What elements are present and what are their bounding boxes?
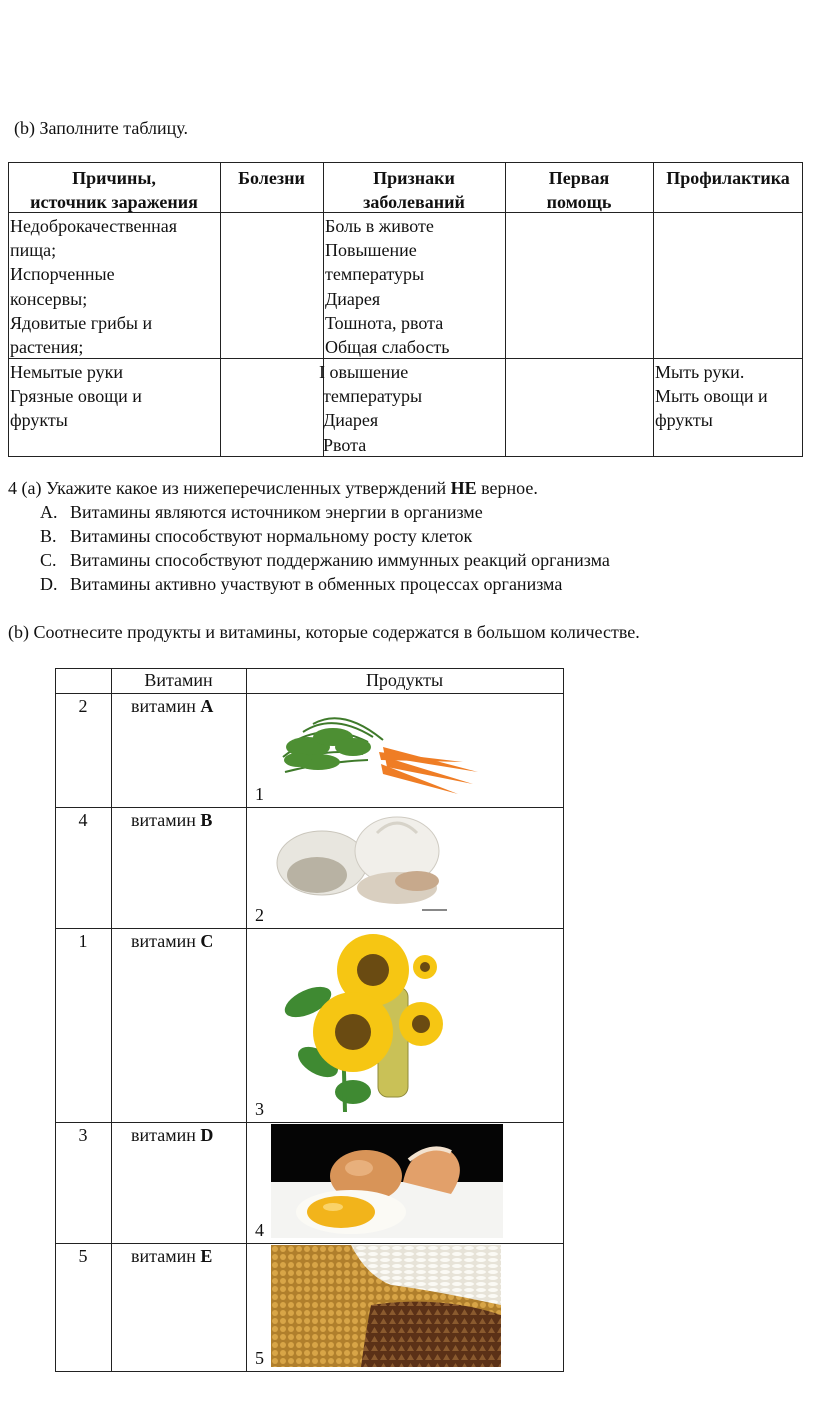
answer-cell: 3 — [78, 1125, 88, 1145]
product-index: 5 — [255, 1348, 264, 1368]
vitamin-label: витамин C — [131, 931, 214, 951]
product-index: 4 — [255, 1220, 264, 1240]
egg-icon — [271, 1124, 503, 1238]
vitamin-label: витамин A — [131, 696, 214, 716]
option-b: B. Витамины способствуют нормальному росту клеток — [40, 526, 473, 546]
question-3b-label: (b) Заполните таблицу. — [14, 118, 188, 138]
vitamin-label: витамин E — [131, 1246, 213, 1266]
option-d: D. Витамины активно участвуют в обменных процессах организма — [40, 574, 563, 594]
row2-causes: Немытые руки Грязные овощи и фрукты — [10, 362, 142, 431]
row1-signs: Боль в животе Повышение температуры Диарея Тошнота, рвота Общая слабость — [325, 216, 450, 358]
product-index: 1 — [255, 784, 264, 804]
header-diseases: Болезни — [238, 168, 305, 188]
vitamin-label: витамин B — [131, 810, 213, 830]
garlic-icon — [267, 813, 457, 913]
product-index: 3 — [255, 1099, 264, 1119]
vitamin-table — [55, 668, 564, 1372]
row2-signs: I овышение температуры Диарея Рвота — [319, 362, 423, 455]
header-causes: Причины, источник заражения — [30, 168, 198, 212]
sunflower-oil-icon — [283, 932, 443, 1117]
header-prevention: Профилактика — [666, 168, 790, 188]
header-first-aid: Первая помощь — [546, 168, 612, 212]
answer-cell: 5 — [78, 1246, 88, 1266]
product-index: 2 — [255, 905, 264, 925]
header-vitamin: Витамин — [144, 670, 213, 690]
vitamin-label: витамин D — [131, 1125, 214, 1145]
row2-prevention: Мыть руки. Мыть овощи и фрукты — [655, 362, 768, 431]
question-4a-label: 4 (a) Укажите какое из нижеперечисленных утверждений НЕ верное. — [8, 478, 538, 498]
grains-icon — [271, 1245, 501, 1367]
question-4b-label: (b) Соотнесите продукты и витамины, которые содержатся в большом количестве. — [8, 622, 640, 642]
answer-cell: 4 — [78, 810, 88, 830]
header-products: Продукты — [365, 670, 444, 690]
carrot-icon — [273, 702, 493, 802]
disease-table — [8, 162, 803, 457]
option-a: A. Витамины являются источником энергии в организме — [40, 502, 483, 522]
option-c: C. Витамины способствуют поддержанию иммунных реакций организма — [40, 550, 610, 570]
answer-cell: 2 — [78, 696, 88, 716]
header-signs: Признаки заболеваний — [363, 168, 465, 212]
answer-cell: 1 — [78, 931, 88, 951]
row1-causes: Недоброкачественная пища; Испорченные консервы; Ядовитые грибы и растения; — [10, 216, 178, 358]
